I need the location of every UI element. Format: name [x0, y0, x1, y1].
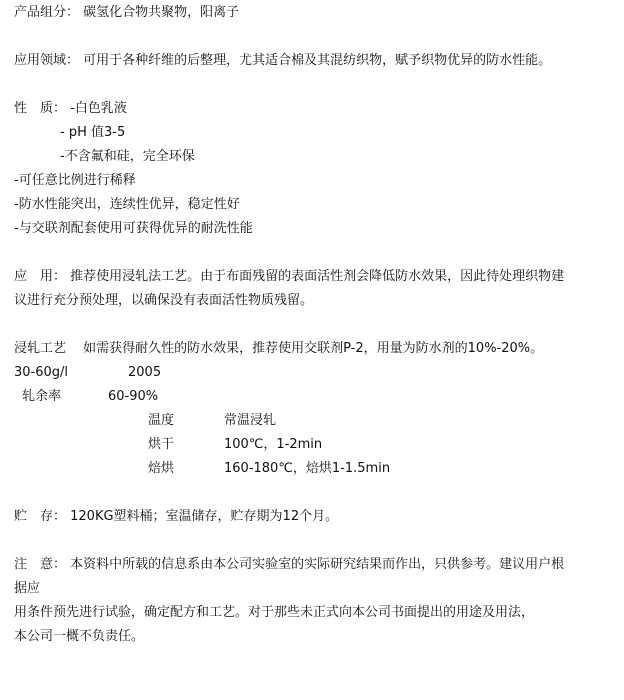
pickup-value: 60-90% — [108, 389, 159, 404]
properties-line-6: -与交联剂配套使用可获得优异的耐洗性能 — [14, 221, 253, 236]
process-row-value: 100℃，1-2min — [224, 437, 323, 452]
storage-line: 贮 存： 120KG塑料桶；室温储存，贮存期为12个月。 — [14, 509, 339, 524]
product-code: 2005 — [128, 365, 162, 380]
properties-line-2: - pH 值3-5 — [60, 125, 126, 140]
properties-line-4: -可任意比例进行稀释 — [14, 173, 136, 188]
properties-line-1: 性 质： -白色乳液 — [14, 101, 127, 116]
application-field-line: 应用领域： 可用于各种纤维的后整理，尤其适合棉及其混纺织物，赋予织物优异的防水性能。 — [14, 53, 552, 68]
properties-line-3: -不含氟和硅，完全环保 — [60, 149, 195, 164]
process-row-label: 焙烘 — [148, 461, 175, 476]
notice-line-3: 用条件预先进行试验，确定配方和工艺。对于那些未正式向本公司书面提出的用途及用法， — [14, 605, 535, 620]
padding-process-line: 浸轧工艺 如需获得耐久性的防水效果，推荐使用交联剂P-2，用量为防水剂的10%-20%。 — [14, 341, 544, 356]
process-row-value: 常温浸轧 — [224, 413, 277, 428]
properties-line-5: -防水性能突出，连续性优异，稳定性好 — [14, 197, 240, 212]
composition-line: 产品组分： 碳氢化合物共聚物，阳离子 — [14, 5, 240, 20]
usage-line-1: 应 用： 推荐使用浸轧法工艺。由于布面残留的表面活性剂会降低防水效果，因此待处理织物建 — [14, 269, 565, 284]
pickup-label: 轧余率 — [22, 389, 62, 404]
dosage-value: 30-60g/l — [14, 365, 69, 380]
process-row-value: 160-180℃，焙烘1-1.5min — [224, 461, 391, 476]
usage-line-2: 议进行充分预处理，以确保没有表面活性物质残留。 — [14, 293, 314, 308]
process-row-label: 温度 — [148, 413, 175, 428]
notice-line-2: 据应 — [14, 581, 41, 596]
notice-line-1: 注 意： 本资料中所载的信息系由本公司实验室的实际研究结果而作出，只供参考。建议用户根 — [14, 557, 565, 572]
process-row-label: 烘干 — [148, 437, 175, 452]
notice-line-4: 本公司一概不负责任。 — [14, 629, 145, 644]
